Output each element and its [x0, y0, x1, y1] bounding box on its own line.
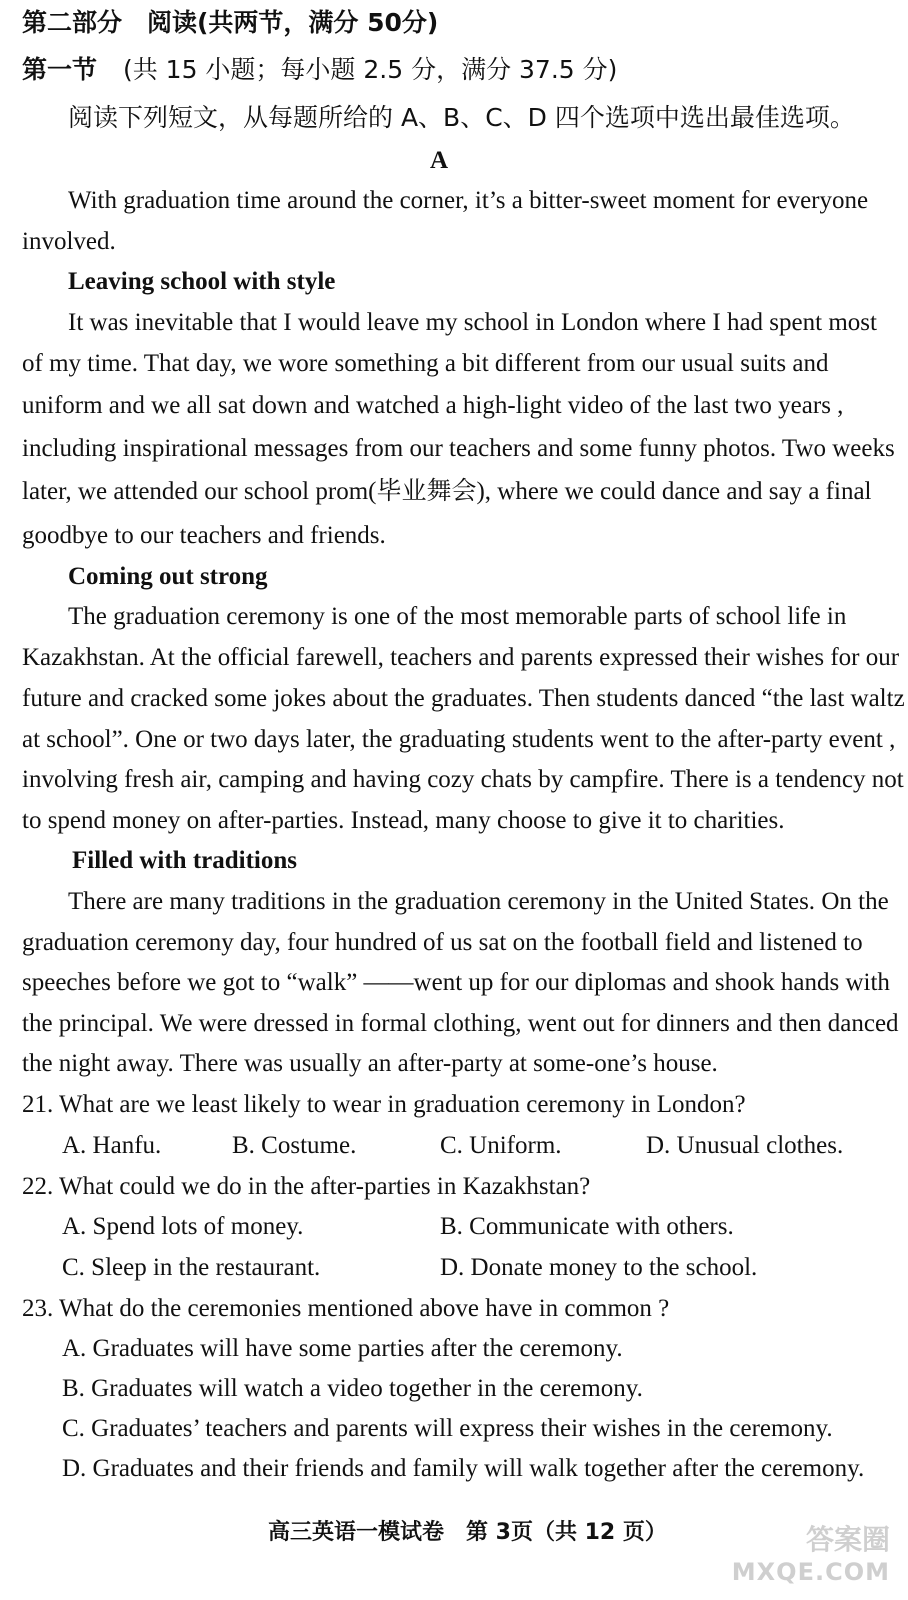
subheading-leaving-school: Leaving school with style	[68, 268, 336, 295]
section-heading: 第二部分 阅读(共两节，满分 50分)	[22, 8, 439, 37]
question-23-option-d: D. Graduates and their friends and family will walk together after the ceremony.	[62, 1455, 865, 1482]
paragraph-line: goodbye to our teachers and friends.	[22, 522, 386, 549]
paragraph-line: future and cracked some jokes about the graduates. Then students danced “the last waltz	[22, 685, 905, 712]
paragraph-line: to spend money on after-parties. Instead, many choose to give it to charities.	[22, 807, 785, 834]
paragraph-line: It was inevitable that I would leave my school in London where I had spent most	[68, 309, 877, 336]
paragraph-line: The graduation ceremony is one of the most memorable parts of school life in	[68, 603, 847, 630]
question-21-option-b: B. Costume.	[232, 1132, 357, 1159]
instruction-text: 阅读下列短文，从每题所给的 A、B、C、D 四个选项中选出最佳选项。	[68, 103, 855, 132]
question-23-option-a: A. Graduates will have some parties after the ceremony.	[62, 1335, 623, 1362]
watermark-logo	[732, 1524, 890, 1588]
question-22-stem: 22. What could we do in the after-parties in Kazakhstan?	[22, 1173, 591, 1200]
question-21-option-d: D. Unusual clothes.	[646, 1132, 844, 1159]
watermark-line-1: 答案圈	[805, 1523, 890, 1556]
question-22-option-a: A. Spend lots of money.	[62, 1213, 304, 1240]
question-22-option-d: D. Donate money to the school.	[440, 1254, 758, 1281]
question-22-option-b: B. Communicate with others.	[440, 1213, 734, 1240]
subsection-heading	[22, 55, 617, 85]
paragraph-line: With graduation time around the corner, it’s a bitter-sweet moment for everyone	[68, 187, 869, 214]
paragraph-line: Kazakhstan. At the official farewell, teachers and parents expressed their wishes for our	[22, 644, 900, 671]
paragraph-line: at school”. One or two days later, the graduating students went to the after-party event ,	[22, 726, 896, 753]
question-21-option-c: C. Uniform.	[440, 1132, 562, 1159]
question-23-stem: 23. What do the ceremonies mentioned above have in common ?	[22, 1295, 670, 1322]
subsection-title: 第一节	[22, 55, 98, 84]
paragraph-line: uniform and we all sat down and watched a high-light video of the last two years ,	[22, 392, 844, 419]
paragraph-line: There are many traditions in the graduation ceremony in the United States. On the	[68, 888, 889, 915]
paragraph-line: the principal. We were dressed in formal clothing, went out for dinners and then danced	[22, 1010, 899, 1037]
question-21-stem: 21. What are we least likely to wear in graduation ceremony in London?	[22, 1091, 746, 1118]
question-22-option-c: C. Sleep in the restaurant.	[62, 1254, 321, 1281]
page-footer: 高三英语一模试卷 第 3页（共 12 页）	[268, 1520, 667, 1545]
paragraph-line: the night away. There was usually an after-party at some-one’s house.	[22, 1050, 718, 1077]
passage-label: A	[430, 147, 449, 174]
paragraph-line: graduation ceremony day, four hundred of us sat on the football field and listened to	[22, 929, 863, 956]
paragraph-line: involving fresh air, camping and having cozy chats by campfire. There is a tendency not	[22, 766, 904, 793]
question-23-option-c: C. Graduates’ teachers and parents will express their wishes in the ceremony.	[62, 1415, 833, 1442]
paragraph-line: speeches before we got to “walk” ——went up for our diplomas and shook hands with	[22, 969, 890, 996]
subheading-coming-out-strong: Coming out strong	[68, 563, 268, 590]
subsection-detail: (共 15 小题；每小题 2.5 分，满分 37.5 分)	[122, 55, 618, 84]
paragraph-line: including inspirational messages from our teachers and some funny photos. Two weeks	[22, 435, 895, 462]
paragraph-line: of my time. That day, we wore something a bit different from our usual suits and	[22, 350, 829, 377]
watermark-line-2: MXQE.COM	[731, 1558, 890, 1586]
paragraph-line: later, we attended our school prom(毕业舞会), where we could dance and say a final	[22, 478, 872, 505]
question-21-option-a: A. Hanfu.	[62, 1132, 162, 1159]
paragraph-line: involved.	[22, 228, 116, 255]
subheading-filled-with-traditions: Filled with traditions	[72, 847, 298, 874]
question-23-option-b: B. Graduates will watch a video together in the ceremony.	[62, 1375, 643, 1402]
